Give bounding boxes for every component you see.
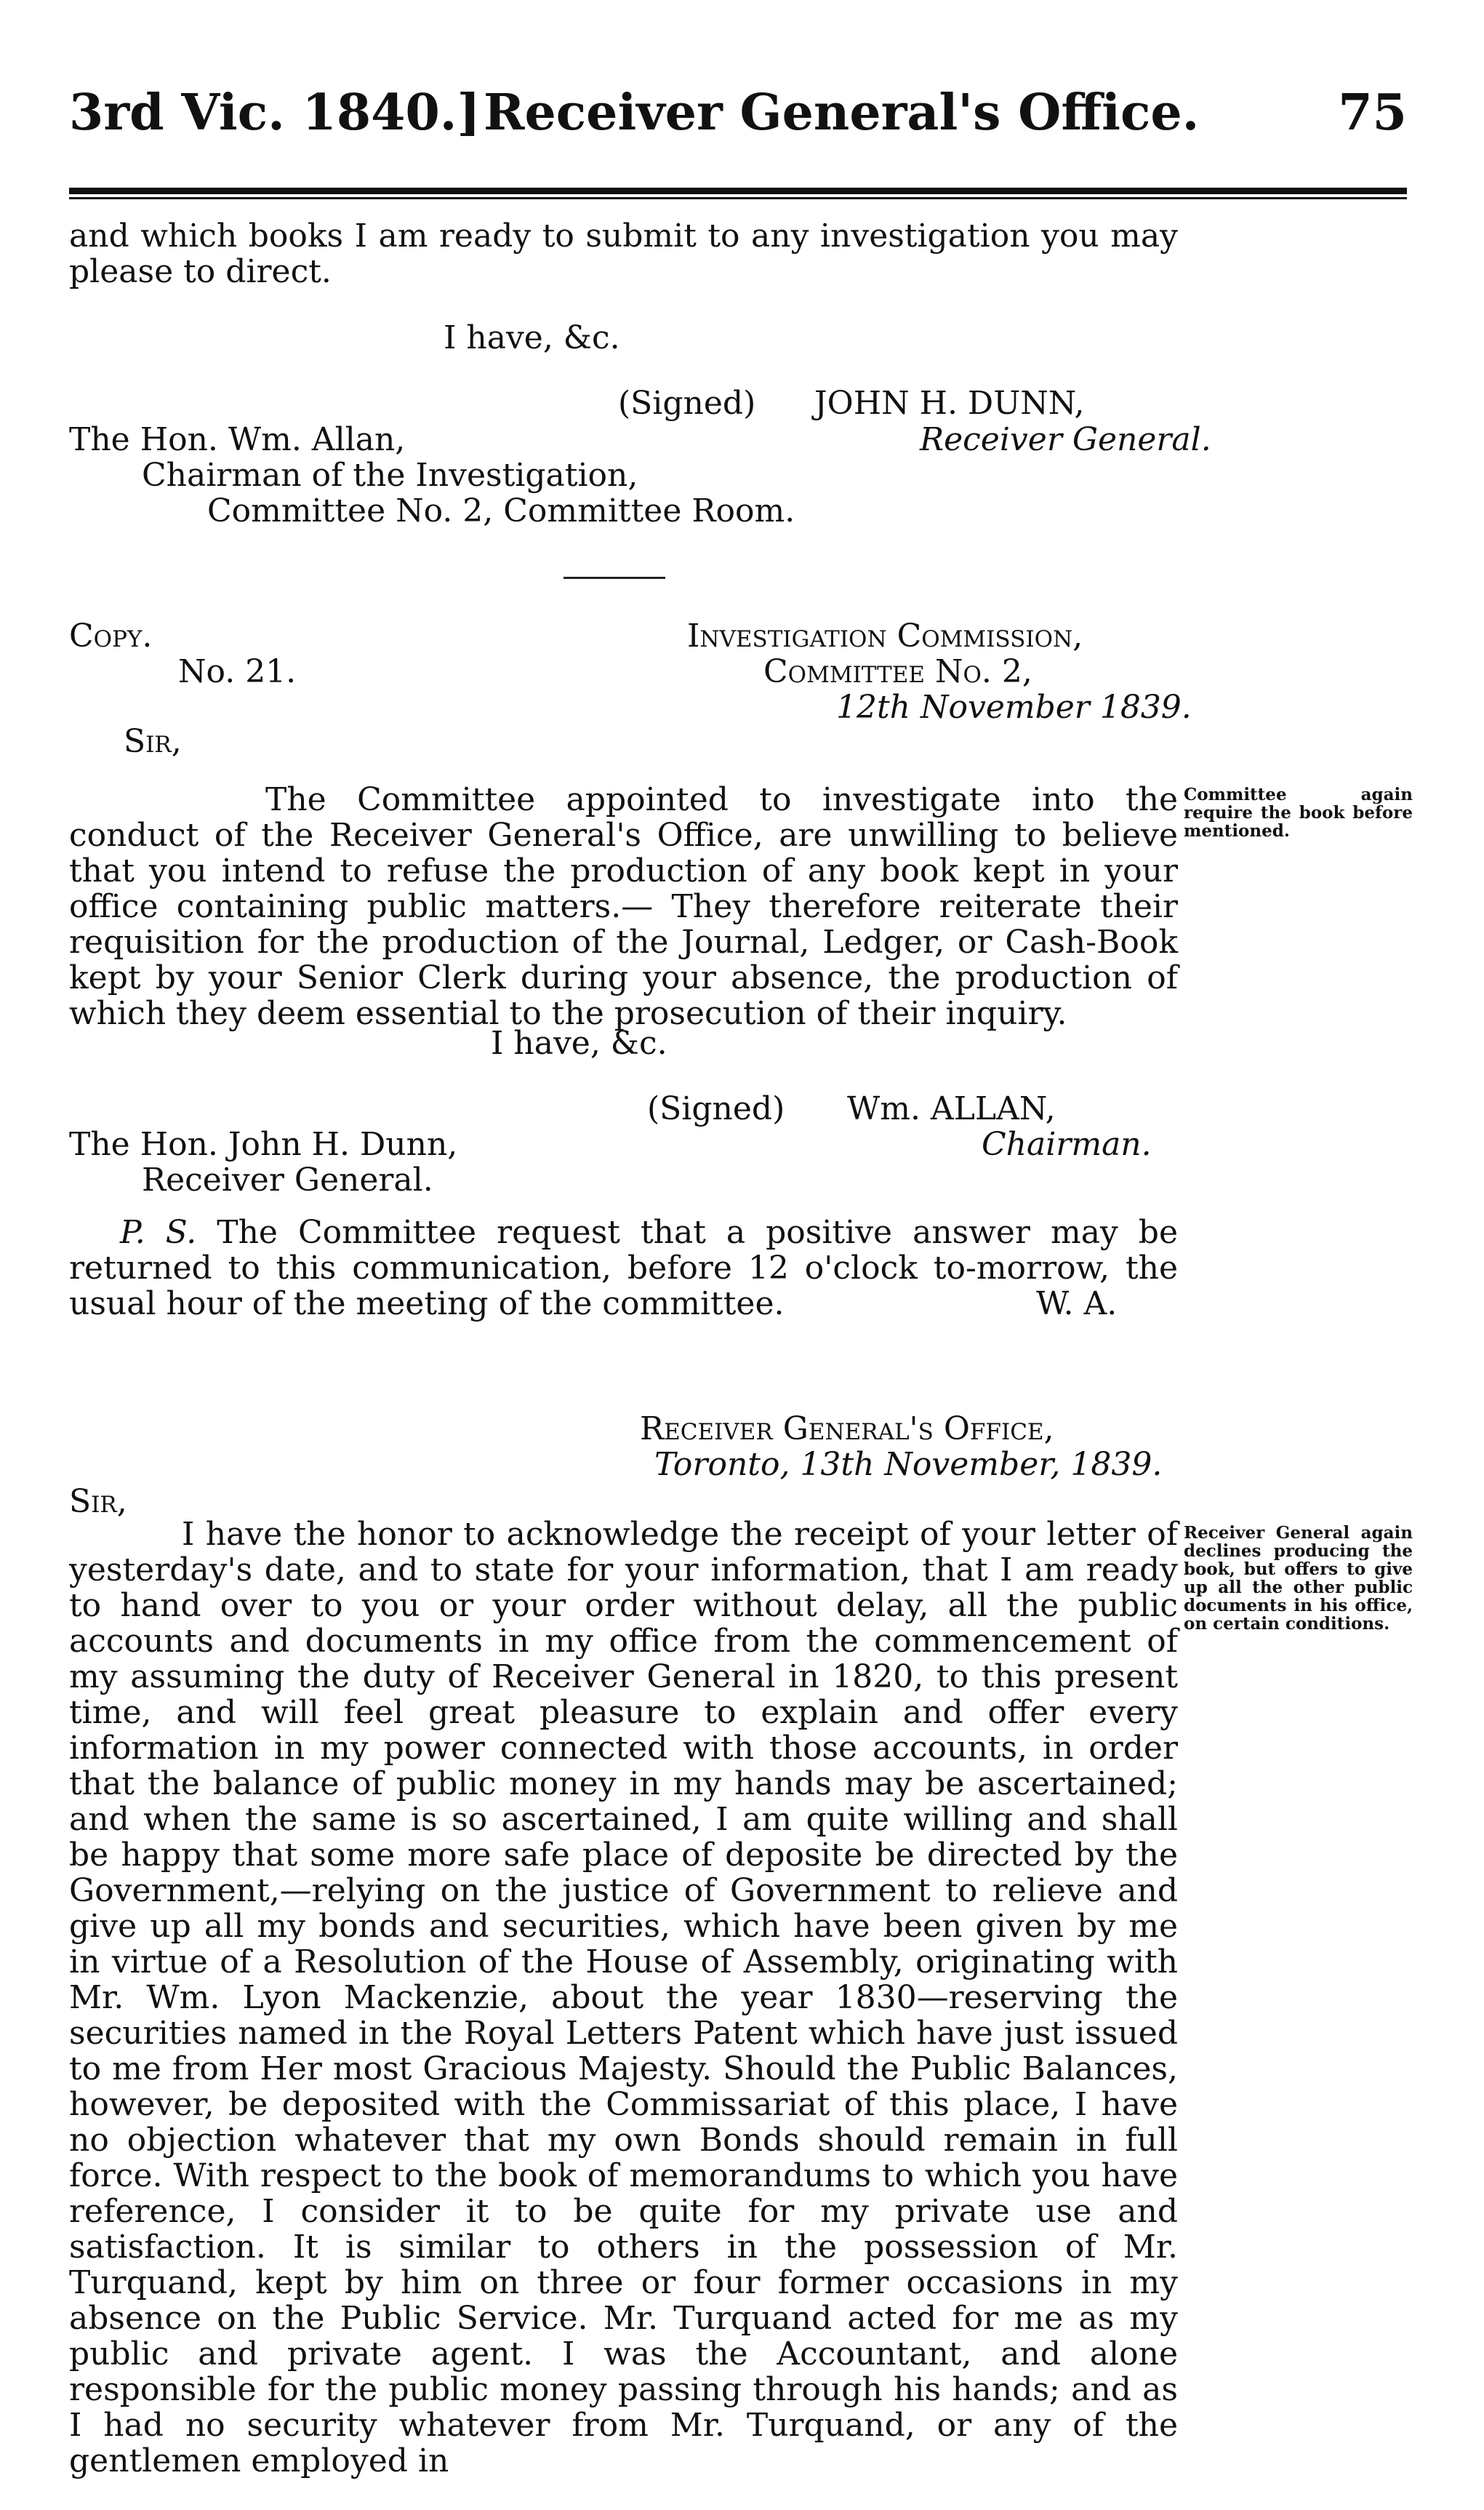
header-rule-thin — [69, 197, 1407, 199]
section-divider — [563, 577, 665, 579]
letter1-addressee-line1: The Hon. Wm. Allan, — [69, 421, 406, 458]
letter2-body: The Committee appointed to investigate into the conduct of the Receiver General's Office, are unwilling to believe that you intend to refuse the production of any book kept in your office containing public matters.— They therefore reiterate their requisition for the production of the Journal, Ledger, or Cash-Book kept by your Senior Clerk during your absence, the production of which they deem essential to the prosecution of their inquiry. — [69, 781, 1178, 1032]
ps-initials: W. A. — [1036, 1285, 1118, 1322]
letter1-signer-title: Receiver General. — [920, 421, 1211, 458]
page-number: 75 — [1338, 84, 1407, 142]
letter2-signed: (Signed) — [647, 1090, 785, 1127]
ps-text: The Committee request that a positive answer may be returned to this communication, before 12 o'clock to-morrow, the usual hour of the meeting of the committee. — [69, 1214, 1178, 1322]
letter2-signer-title: Chairman. — [982, 1126, 1152, 1163]
letter1-addressee-line2: Chairman of the Investigation, — [142, 457, 638, 494]
ps-label: P. S. — [120, 1214, 197, 1251]
running-head — [69, 84, 1407, 156]
letter2-signer-name: Wm. ALLAN, — [847, 1090, 1056, 1127]
letter2-addressee-line1: The Hon. John H. Dunn, — [69, 1126, 458, 1163]
letter3-place-date: Toronto, 13th November, 1839. — [654, 1446, 1163, 1483]
letter1-signer-name: JOHN H. DUNN, — [814, 385, 1085, 422]
letter-number: No. 21. — [178, 653, 297, 690]
letter2-margin-note: Committee again require the book before mentioned. — [1184, 785, 1413, 841]
letter2-salutation: Sir, — [124, 723, 182, 760]
header-title: Receiver General's Office. — [484, 84, 1200, 142]
header-left: 3rd Vic. 1840.] — [69, 84, 481, 142]
letter2-addressee-line2: Receiver General. — [142, 1162, 433, 1199]
letter2-postscript — [69, 1215, 1178, 1322]
letter1-addressee-line3: Committee No. 2, Committee Room. — [207, 492, 795, 529]
letter3-body: I have the honor to acknowledge the receipt of your letter of yesterday's date, and to state for your information, that I am ready to hand over to you or your order without delay, all the public accounts and documents in my office from the commencement of my assuming the duty of Receiver General in 1820, to this present time, and will feel great pleasure to explain and offer every information in my power connected with those accounts, in order that the balance of public money in my hands may be ascertained; and when the same is so ascertained, I am quite willing and shall be happy that some more safe place of deposite be directed by the Government,—relying on the justice of Government to relieve and give up all my bonds and securities, which have been given by me in virtue of a Resolution of the House of Assembly, originating with Mr. Wm. Lyon Mackenzie, about the year 1830—reserving the securities named in the Royal Letters Patent which have just issued to me from Her most Gracious Majesty. Should the Public Balances, however, be deposited with the Commissariat of this place, I have no objection whatever that my own Bonds should remain in full force. With respect to the book of memorandums to which you have reference, I consider it to be quite for my private use and satisfaction. It is similar to others in the possession of Mr. Turquand, kept by him on three or four former occasions in my absence on the Public Service. Mr. Turquand acted for me as my public and private agent. I was the Accountant, and alone responsible for the public money passing through his hands; and as I had no security whatever from Mr. Turquand, or any of the gentlemen employed in — [69, 1516, 1178, 2479]
letter2-heading-committee: Committee No. 2, — [763, 653, 1032, 690]
letter3-heading-org: Receiver General's Office, — [640, 1410, 1054, 1447]
letter1-closing: I have, &c. — [444, 319, 620, 356]
letter1-signed: (Signed) — [618, 385, 756, 422]
header-rule — [69, 188, 1407, 194]
letter2-closing: I have, &c. — [491, 1025, 667, 1062]
copy-label: Copy. — [69, 617, 153, 655]
letter3-salutation: Sir, — [69, 1483, 127, 1520]
letter3-margin-note: Receiver General again declines producing the book, but offers to give up all the other public documents in his office, on certain conditions. — [1184, 1523, 1413, 1634]
letter2-date: 12th November 1839. — [836, 689, 1192, 726]
letter1-continuation: and which books I am ready to submit to any investigation you may please to direct. — [69, 217, 1178, 290]
letter2-heading-org: Investigation Commission, — [687, 617, 1083, 655]
